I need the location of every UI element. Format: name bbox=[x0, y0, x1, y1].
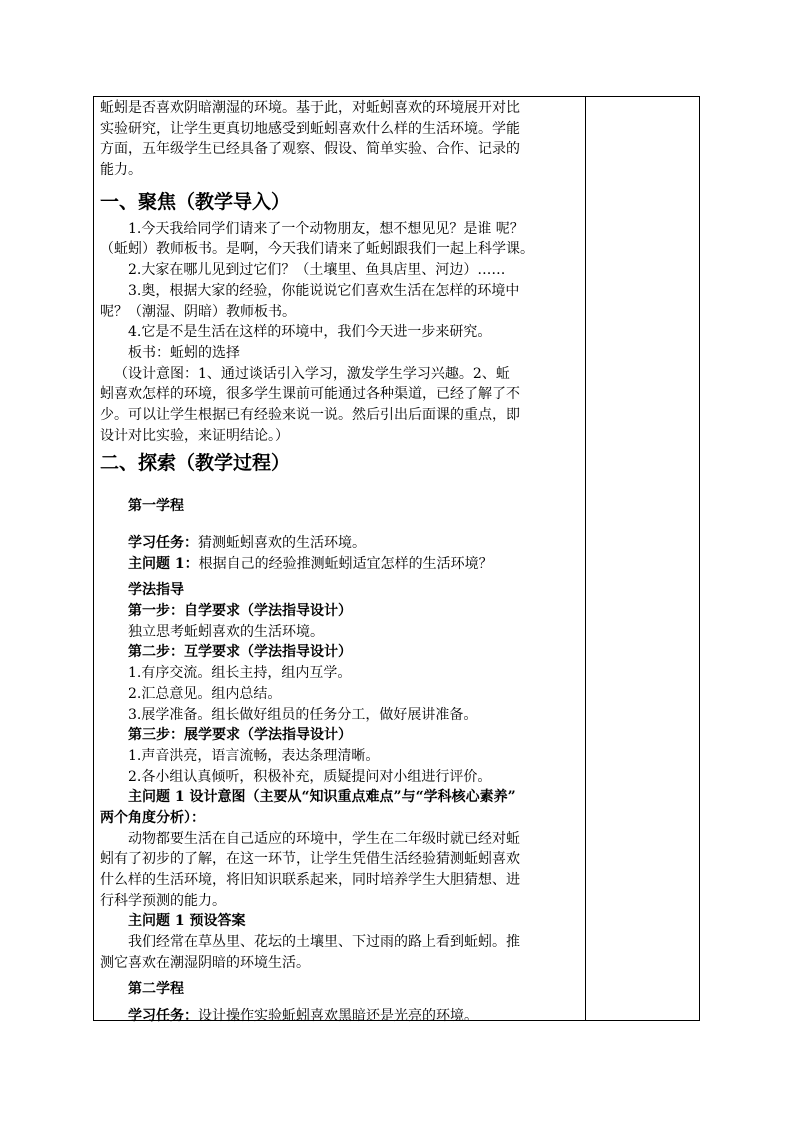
focus-line: 呢？（潮湿、阴暗）教师板书。 bbox=[100, 303, 296, 320]
lesson-content-cell bbox=[100, 98, 582, 1027]
question-label: 主问题 1： bbox=[128, 555, 199, 572]
step-item: 2.汇总意见。组内总结。 bbox=[128, 685, 282, 702]
intro-line: 实验研究，让学生更真切地感受到蚯蚓喜欢什么样的生活环境。学能 bbox=[100, 120, 520, 137]
question-line bbox=[100, 554, 582, 575]
step-text: 独立思考蚯蚓喜欢的生活环境。 bbox=[128, 623, 324, 640]
task-line bbox=[100, 1006, 582, 1027]
design-intent-title: 两个角度分析）： bbox=[100, 809, 205, 826]
task-label: 学习任务： bbox=[128, 535, 198, 551]
section-heading-explore: 二、探索（教学过程） bbox=[100, 452, 291, 475]
step-item: 2.各小组认真倾听，积极补充，质疑提问对小组进行评价。 bbox=[128, 768, 492, 785]
step-title: 第三步：展学要求（学法指导设计） bbox=[128, 727, 352, 744]
task-label: 学习任务： bbox=[128, 1008, 198, 1025]
focus-line: 少。可以让学生根据已有经验来说一说。然后引出后面课的重点，即 bbox=[100, 406, 520, 423]
step-title: 第二步：互学要求（学法指导设计） bbox=[128, 644, 352, 661]
design-intent-line: 行科学预测的能力。 bbox=[100, 892, 226, 909]
step-item: 1.声音洪亮，语言流畅，表达条理清晰。 bbox=[128, 747, 380, 764]
task-text: 猜测蚯蚓喜欢的生活环境。 bbox=[198, 535, 366, 551]
focus-line: 设计对比实验，来证明结论。） bbox=[100, 427, 289, 444]
task-text: 设计操作实验蚯蚓喜欢黑暗还是光亮的环境。 bbox=[198, 1008, 478, 1025]
step-title: 第一步：自学要求（学法指导设计） bbox=[128, 603, 352, 620]
focus-line: 蚓喜欢怎样的环境，很多学生课前可能通过各种渠道，已经了解了不 bbox=[100, 386, 520, 403]
intro-line: 方面，五年级学生已经具备了观察、假设、简单实验、合作、记录的 bbox=[100, 141, 520, 158]
column-divider bbox=[585, 97, 586, 1020]
focus-line: 2.大家在哪儿见到过它们？（土壤里、鱼具店里、河边）…… bbox=[128, 262, 506, 279]
design-intent-line: 动物都要生活在自己适应的环境中，学生在二年级时就已经对蚯 bbox=[128, 830, 520, 847]
answer-line: 我们经常在草丛里、花坛的土壤里、下过雨的路上看到蚯蚓。推 bbox=[128, 934, 520, 951]
step-item: 1.有序交流。组长主持，组内互学。 bbox=[128, 665, 352, 682]
intro-line: 能力。 bbox=[100, 162, 142, 179]
lesson-table bbox=[93, 96, 700, 1025]
focus-line: 板书：蚯蚓的选择 bbox=[128, 344, 240, 361]
focus-line: 3.奥，根据大家的经验，你能说说它们喜欢生活在怎样的环境中 bbox=[128, 282, 520, 299]
design-intent-line: 蚓有了初步的了解，在这一环节，让学生凭借生活经验猜测蚯蚓喜欢 bbox=[100, 851, 520, 868]
question-text: 根据自己的经验推测蚯蚓适宜怎样的生活环境？ bbox=[198, 555, 493, 572]
answer-line: 测它喜欢在潮湿阴暗的环境生活。 bbox=[100, 954, 310, 971]
focus-line: 1.今天我给同学们请来了一个动物朋友，想不想见见？是谁 呢？ bbox=[128, 220, 524, 237]
step-item: 3.展学准备。组长做好组员的任务分工，做好展讲准备。 bbox=[128, 706, 478, 723]
focus-line: 4.它是不是生活在这样的环境中，我们今天进一步来研究。 bbox=[128, 324, 492, 341]
guide-title: 学法指导 bbox=[128, 582, 184, 599]
design-intent-line: 什么样的生活环境，将旧知识联系起来，同时培养学生大胆猜想、进 bbox=[100, 872, 520, 888]
focus-line: （蚯蚓）教师板书。是啊，今天我们请来了蚯蚓跟我们一起上科学课。 bbox=[100, 241, 534, 258]
task-line bbox=[100, 533, 582, 554]
focus-line: （设计意图：1、通过谈话引入学习，激发学生学习兴趣。2、蚯 bbox=[114, 365, 510, 382]
intro-line: 蚯蚓是否喜欢阴暗潮湿的环境。基于此，对蚯蚓喜欢的环境展开对比 bbox=[100, 100, 520, 116]
section-heading-focus: 一、聚焦（教学导入） bbox=[100, 190, 291, 213]
stage-title: 第一学程 bbox=[128, 498, 184, 515]
stage-title: 第二学程 bbox=[128, 981, 184, 998]
answer-title: 主问题 1 预设答案 bbox=[128, 913, 246, 930]
design-intent-title: 主问题 1 设计意图（主要从“知识重点难点”与“学科核心素养” bbox=[128, 789, 516, 806]
